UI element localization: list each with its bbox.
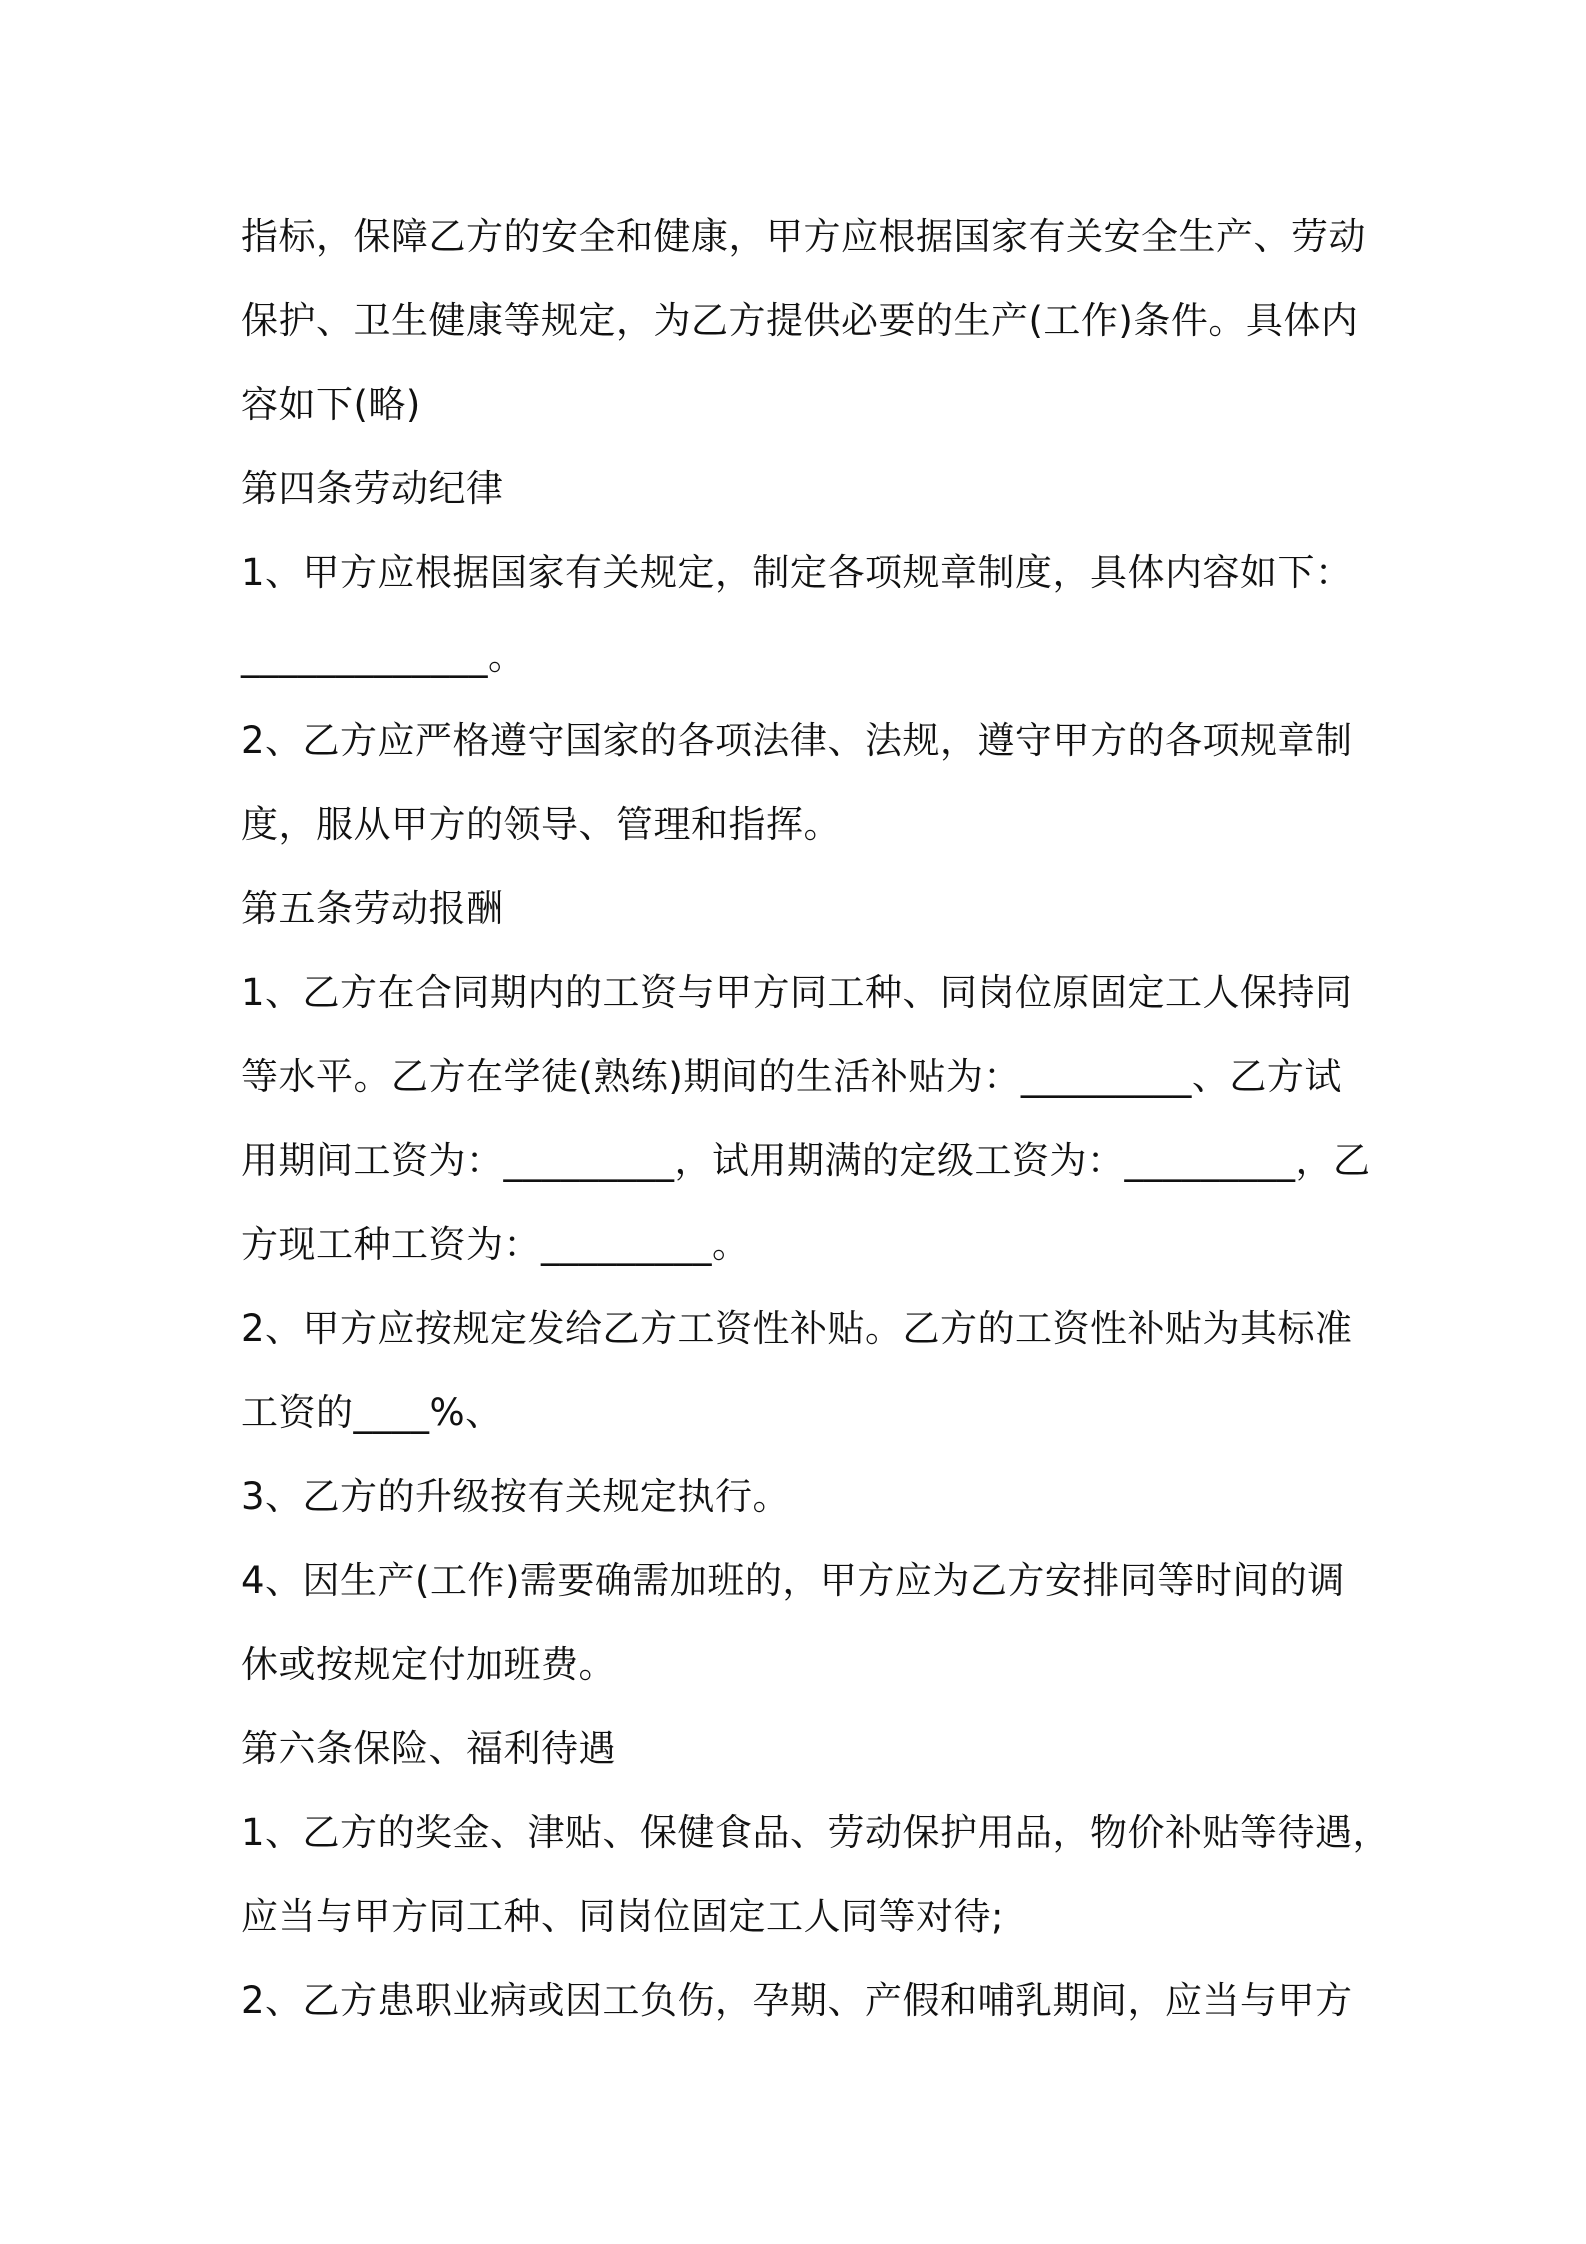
text-line: 2、乙方应严格遵守国家的各项法律、法规，遵守甲方的各项规章制: [241, 719, 1353, 762]
text-line: 2、甲方应按规定发给乙方工资性补贴。乙方的工资性补贴为其标准: [241, 1307, 1353, 1350]
text-line: 1、乙方在合同期内的工资与甲方同工种、同岗位原固定工人保持同: [241, 971, 1353, 1014]
contract-text-block: [241, 195, 1391, 2043]
section-heading: 第五条劳动报酬: [241, 887, 504, 930]
text-line: 1、乙方的奖金、津贴、保健食品、劳动保护用品，物价补贴等待遇，: [241, 1811, 1391, 1854]
text-line: 4、因生产(工作)需要确需加班的，甲方应为乙方安排同等时间的调: [241, 1559, 1345, 1602]
text-line: 3、乙方的升级按有关规定执行。: [241, 1475, 791, 1518]
text-line: 用期间工资为：_________，试用期满的定级工资为：_________，乙: [241, 1139, 1371, 1182]
text-line: 指标，保障乙方的安全和健康，甲方应根据国家有关安全生产、劳动: [241, 215, 1366, 258]
text-line: 2、乙方患职业病或因工负伤，孕期、产假和哺乳期间，应当与甲方: [241, 1979, 1353, 2022]
text-line: 保护、卫生健康等规定，为乙方提供必要的生产(工作)条件。具体内: [241, 299, 1359, 342]
text-line: 1、甲方应根据国家有关规定，制定各项规章制度，具体内容如下：: [241, 551, 1353, 594]
text-line: 方现工种工资为：_________。: [241, 1223, 750, 1266]
section-heading: 第四条劳动纪律: [241, 467, 504, 510]
text-line: 应当与甲方同工种、同岗位固定工人同等对待;: [241, 1895, 1004, 1938]
text-line: _____________。: [241, 635, 526, 678]
text-line: 度，服从甲方的领导、管理和指挥。: [241, 803, 841, 846]
text-line: 等水平。乙方在学徒(熟练)期间的生活补贴为：_________、乙方试: [241, 1055, 1342, 1098]
text-line: 工资的____%、: [241, 1391, 503, 1434]
section-heading: 第六条保险、福利待遇: [241, 1727, 616, 1770]
text-line: 休或按规定付加班费。: [241, 1643, 616, 1686]
text-line: 容如下(略): [241, 383, 421, 426]
